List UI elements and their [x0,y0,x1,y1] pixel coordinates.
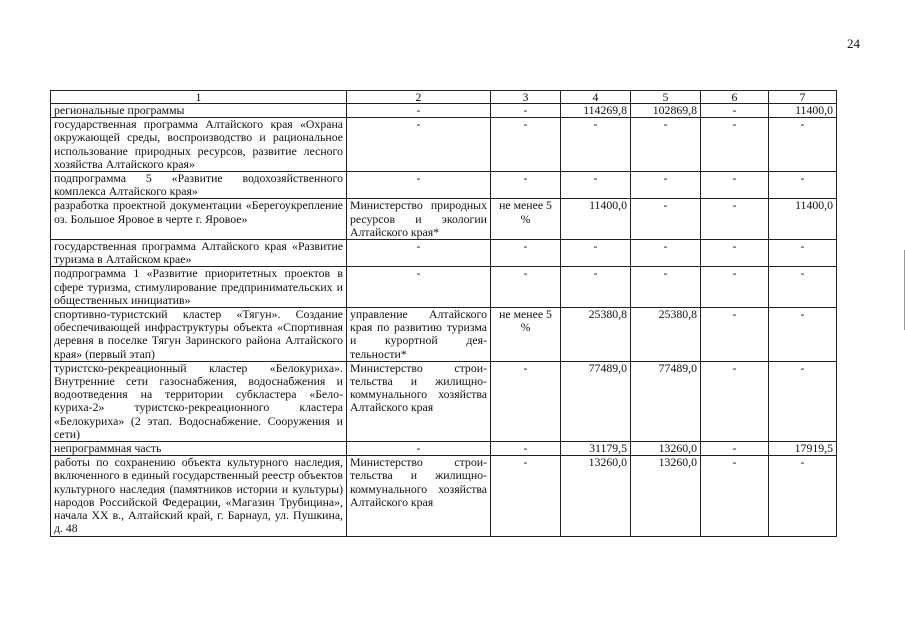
share-cell: не менее 5 % [491,199,561,240]
share-cell: - [491,104,561,118]
col6-cell: - [701,442,769,456]
regional-cell: 11400,0 [769,199,837,240]
total-cell: 114269,8 [561,104,631,118]
regional-cell: - [769,308,837,362]
share-cell: - [491,456,561,536]
responsible-cell: Министерство природных ресурсов и экологии Алтайского края* [347,199,491,240]
federal-cell: 13260,0 [631,456,701,536]
header-cell: 1 [51,91,347,104]
regional-cell: - [769,456,837,536]
item-name-cell: региональные программы [51,104,347,118]
share-cell: - [491,442,561,456]
share-cell: - [491,172,561,199]
regional-cell: - [769,118,837,172]
federal-cell: - [631,199,701,240]
item-name-cell: государственная программа Алтайского края «Охрана окружающей среды, воспроизводство и рациональное использование природных ресурсов, развитие лесного хозяйства Алтайского края» [51,118,347,172]
federal-cell: 102869,8 [631,104,701,118]
responsible-cell: - [347,442,491,456]
col6-cell: - [701,104,769,118]
total-cell: - [561,240,631,267]
col6-cell: - [701,199,769,240]
regional-cell: - [769,240,837,267]
table-row [51,104,837,118]
table-row [51,199,837,240]
regional-cell: - [769,267,837,308]
federal-cell: - [631,240,701,267]
responsible-cell: - [347,118,491,172]
item-name-cell: туристско-рекреационный кластер «Белокуриха». Внутренние сети газоснабжения, водоснабжения и водоотведения на территории субкластера «Белокуриха-2» туристско-рекреационного кластера «Белокуриха» (2 этап. Водоснабжение. Сооружения и сети) [51,361,347,441]
table-header-row [51,91,837,104]
share-cell: - [491,267,561,308]
item-name-cell: подпрограмма 1 «Развитие приоритетных проектов в сфере туризма, стимулирование предпринимательских и общественных инициатив» [51,267,347,308]
col6-cell: - [701,118,769,172]
table-row [51,267,837,308]
total-cell: - [561,267,631,308]
col6-cell: - [701,308,769,362]
item-name-cell: работы по сохранению объекта культурного наследия, включенного в единый государственный реестр объектов культурного наследия (памятников истории и культуры) народов Российской Федерации, «Магазин Трубицина», начала XX в., Алтайский край, г. Барнаул, ул. Пушкина, д. 48 [51,456,347,536]
table-row [51,172,837,199]
budget-table [50,90,837,537]
total-cell: - [561,172,631,199]
federal-cell: - [631,118,701,172]
table-row [51,442,837,456]
col6-cell: - [701,267,769,308]
page-number: 24 [847,36,860,51]
col6-cell: - [701,240,769,267]
total-cell: 11400,0 [561,199,631,240]
federal-cell: 13260,0 [631,442,701,456]
header-cell: 2 [347,91,491,104]
share-cell: не менее 5 % [491,308,561,362]
total-cell: 25380,8 [561,308,631,362]
col6-cell: - [701,456,769,536]
item-name-cell: спортивно-туристский кластер «Тягун». Создание обеспечивающей инфраструктуры объекта «Спортивная деревня в поселке Тягун Заринского района Алтайского края» (первый этап) [51,308,347,362]
table-row [51,308,837,362]
item-name-cell: государственная программа Алтайского края «Развитие туризма в Алтайском крае» [51,240,347,267]
federal-cell: 25380,8 [631,308,701,362]
responsible-cell: - [347,240,491,267]
col6-cell: - [701,172,769,199]
table-row [51,118,837,172]
header-cell: 7 [769,91,837,104]
federal-cell: 77489,0 [631,361,701,441]
responsible-cell: - [347,267,491,308]
federal-cell: - [631,267,701,308]
total-cell: 31179,5 [561,442,631,456]
responsible-cell: - [347,104,491,118]
table-row [51,361,837,441]
share-cell: - [491,240,561,267]
table-row [51,456,837,536]
regional-cell: - [769,172,837,199]
regional-cell: 17919,5 [769,442,837,456]
item-name-cell: разработка проектной документации «Берегоукрепление оз. Большое Яровое в черте г. Яровое» [51,199,347,240]
responsible-cell: Министерство строительства и жилищно-коммунального хозяйства Алтайского края [347,361,491,441]
federal-cell: - [631,172,701,199]
responsible-cell: Министерство строительства и жилищно-коммунального хозяйства Алтайского края [347,456,491,536]
share-cell: - [491,361,561,441]
header-cell: 6 [701,91,769,104]
regional-cell: 11400,0 [769,104,837,118]
header-cell: 3 [491,91,561,104]
total-cell: 77489,0 [561,361,631,441]
responsible-cell: управление Алтайского края по развитию туризма и курортной деятельности* [347,308,491,362]
header-cell: 5 [631,91,701,104]
regional-cell: - [769,361,837,441]
item-name-cell: подпрограмма 5 «Развитие водохозяйственного комплекса Алтайского края» [51,172,347,199]
responsible-cell: - [347,172,491,199]
col6-cell: - [701,361,769,441]
share-cell: - [491,118,561,172]
table-row [51,240,837,267]
header-cell: 4 [561,91,631,104]
total-cell: 13260,0 [561,456,631,536]
total-cell: - [561,118,631,172]
item-name-cell: непрограммная часть [51,442,347,456]
